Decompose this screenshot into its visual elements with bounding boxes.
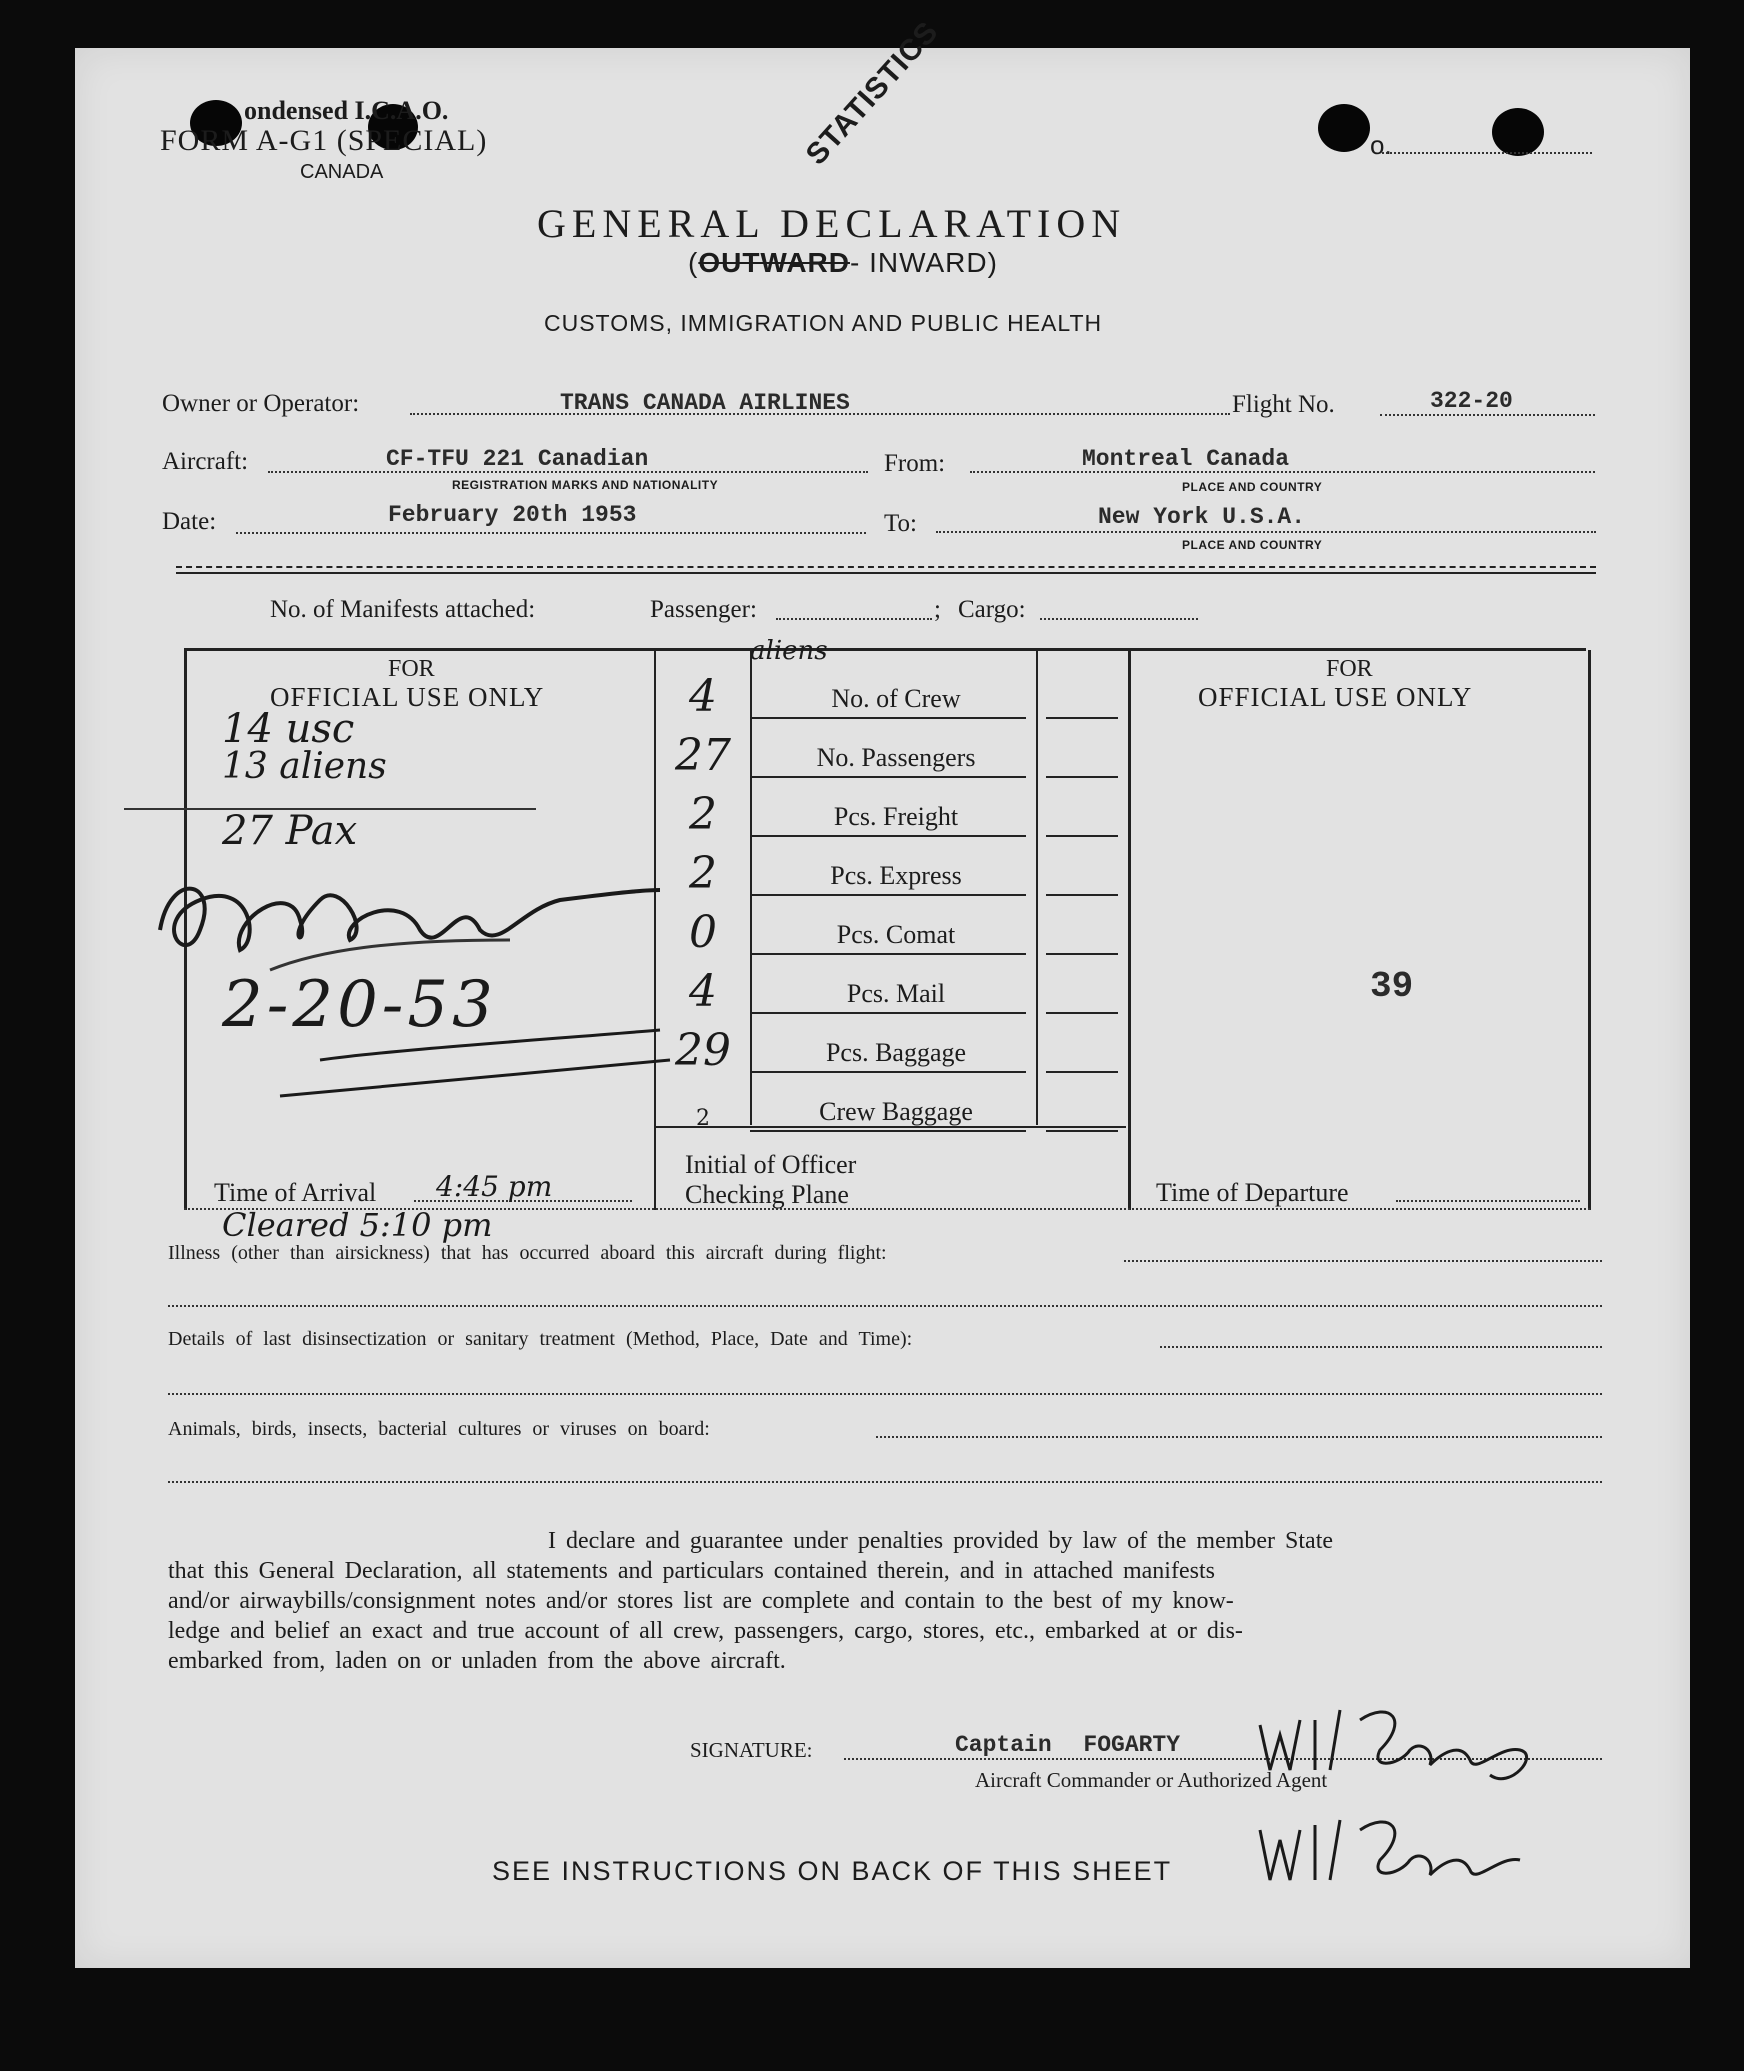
left-official-header-2: OFFICIAL USE ONLY xyxy=(270,682,545,712)
owner-label: Owner or Operator: xyxy=(162,390,360,417)
animals-line xyxy=(168,1481,1602,1483)
official-signature-scribble xyxy=(140,860,680,1120)
form-country: CANADA xyxy=(300,161,384,183)
manifest-passenger-label: Passenger: xyxy=(650,596,757,623)
row-label: No. Passengers xyxy=(816,743,976,772)
flight-value: 322-20 xyxy=(1430,388,1513,414)
disinsect-line xyxy=(1160,1346,1602,1348)
departure-line xyxy=(1396,1200,1580,1202)
row-rule xyxy=(1046,953,1118,955)
declaration-line: and/or airwaybills/consignment notes and/or stores list are complete and contain to the best of my know- xyxy=(168,1588,1234,1614)
row-rule xyxy=(1046,894,1118,896)
row-rule xyxy=(1046,835,1118,837)
form-number-line xyxy=(1382,152,1592,154)
handwritten-note: 13 aliens xyxy=(222,746,387,787)
punch-hole xyxy=(1318,104,1370,152)
table-count-bottom-rule xyxy=(656,1126,1126,1128)
direction-struck: OUTWARD xyxy=(698,247,850,278)
instructions-footer: SEE INSTRUCTIONS ON BACK OF THIS SHEET xyxy=(492,1856,1173,1886)
row-label: Pcs. Baggage xyxy=(825,1038,967,1067)
row-count-value: 27 xyxy=(675,730,731,781)
row-rule xyxy=(750,894,1026,896)
officer-label-2: Checking Plane xyxy=(685,1180,849,1209)
declaration-line: ledge and belief an exact and true account of all crew, passengers, cargo, stores, etc., embarked at or dis- xyxy=(168,1618,1243,1644)
row-count-value: 2 xyxy=(689,848,717,899)
row-rule xyxy=(750,1130,1026,1132)
owner-value: TRANS CANADA AIRLINES xyxy=(560,390,850,416)
declaration-line: embarked from, laden on or unladen from the above aircraft. xyxy=(168,1648,786,1674)
punch-hole xyxy=(1492,108,1544,156)
disinsect-question: Details of last disinsectization or sanitary treatment (Method, Place, Date and Time): xyxy=(168,1328,913,1350)
row-rule xyxy=(1046,1012,1118,1014)
separator-rule xyxy=(176,566,1596,568)
row-rule xyxy=(750,1071,1026,1073)
handwritten-note: 27 Pax xyxy=(222,808,358,854)
direction-open: ( xyxy=(688,247,699,278)
officer-label-1: Initial of Officer xyxy=(685,1150,857,1179)
handwritten-note: 14 usc xyxy=(222,706,355,752)
aircraft-label: Aircraft: xyxy=(162,448,249,475)
row-label: Pcs. Mail xyxy=(846,979,946,1008)
row-label: Pcs. Freight xyxy=(833,802,959,831)
disinsect-line xyxy=(168,1393,1602,1395)
form-code-line1: ondensed I.C.A.O. xyxy=(244,96,449,125)
table-divider xyxy=(750,650,752,1125)
page-title: GENERAL DECLARATION xyxy=(537,201,1127,246)
flight-line xyxy=(1380,414,1595,416)
manifests-label: No. of Manifests attached: xyxy=(270,596,536,623)
flight-label: Flight No. xyxy=(1232,391,1335,418)
row-label: Pcs. Comat xyxy=(836,920,956,949)
row-count-value: 29 xyxy=(675,1025,731,1076)
to-label: To: xyxy=(884,510,917,537)
row-rule xyxy=(750,776,1026,778)
signature-caption: Aircraft Commander or Authorized Agent xyxy=(975,1768,1328,1792)
left-official-header-1: FOR xyxy=(388,656,435,682)
row-rule xyxy=(1046,1071,1118,1073)
row-label: Pcs. Express xyxy=(830,861,962,890)
illness-question: Illness (other than airsickness) that has occurred aboard this aircraft during flight: xyxy=(168,1242,887,1264)
row-rule xyxy=(1046,776,1118,778)
illness-line xyxy=(1124,1260,1602,1262)
row-count-value: 4 xyxy=(689,966,717,1017)
official-number: 39 xyxy=(1370,966,1414,1007)
subtitle: CUSTOMS, IMMIGRATION AND PUBLIC HEALTH xyxy=(544,310,1103,336)
row-label: Crew Baggage xyxy=(819,1097,973,1126)
row-rule xyxy=(750,953,1026,955)
to-value: New York U.S.A. xyxy=(1098,504,1306,530)
to-caption: PLACE AND COUNTRY xyxy=(1182,538,1323,552)
handwritten-date: 2-20-53 xyxy=(222,968,497,1042)
form-code-line2: FORM A-G1 (SPECIAL) xyxy=(160,124,488,157)
captain-signature xyxy=(1220,1680,1550,1890)
statistics-stamp: STATISTICS xyxy=(799,15,946,172)
row-rule xyxy=(750,1012,1026,1014)
manifest-cargo-label: Cargo: xyxy=(958,596,1026,623)
date-value: February 20th 1953 xyxy=(388,502,637,528)
row-rule xyxy=(1046,1130,1118,1132)
cleared-note: Cleared 5:10 pm xyxy=(222,1206,493,1244)
to-line xyxy=(936,531,1596,533)
declaration-line: that this General Declaration, all statements and particulars contained therein, and in attached manifests xyxy=(168,1558,1215,1584)
form-number-label: o. xyxy=(1370,130,1392,160)
direction-rest: - INWARD) xyxy=(849,247,998,278)
aircraft-value: CF-TFU 221 Canadian xyxy=(386,446,649,472)
illness-line xyxy=(168,1305,1602,1307)
date-line xyxy=(236,532,866,534)
aircraft-caption: REGISTRATION MARKS AND NATIONALITY xyxy=(452,478,719,492)
right-official-header-2: OFFICIAL USE ONLY xyxy=(1198,682,1473,712)
row-count-value: 4 xyxy=(689,671,717,722)
right-official-header-1: FOR xyxy=(1326,656,1373,682)
row-count-value: 2 xyxy=(689,789,717,840)
from-value: Montreal Canada xyxy=(1082,446,1290,472)
manifest-passenger-line xyxy=(776,618,932,620)
row-rule xyxy=(750,835,1026,837)
animals-question: Animals, birds, insects, bacterial cultures or viruses on board: xyxy=(168,1418,710,1440)
declaration-line: I declare and guarantee under penalties provided by law of the member State xyxy=(548,1528,1334,1554)
manifest-cargo-line xyxy=(1040,618,1198,620)
animals-line xyxy=(876,1436,1602,1438)
signature-typed-name: Captain FOGARTY xyxy=(955,1732,1181,1758)
row-rule xyxy=(1046,717,1118,719)
manifest-separator: ; xyxy=(934,596,941,623)
from-caption: PLACE AND COUNTRY xyxy=(1182,480,1323,494)
row-rule xyxy=(750,717,1026,719)
arrival-value: 4:45 pm xyxy=(436,1170,553,1203)
row-label: No. of Crew xyxy=(831,684,961,713)
departure-label: Time of Departure xyxy=(1156,1178,1349,1207)
table-top-border xyxy=(184,648,1586,651)
separator-rule xyxy=(176,572,1596,574)
signature-label: SIGNATURE: xyxy=(690,1738,813,1762)
row-count-value: 0 xyxy=(689,907,717,958)
table-divider xyxy=(1036,650,1038,1125)
table-right-border xyxy=(1588,650,1591,1210)
date-label: Date: xyxy=(162,508,217,535)
from-label: From: xyxy=(884,450,946,477)
direction-line xyxy=(688,247,998,279)
table-divider xyxy=(1128,650,1131,1210)
arrival-label: Time of Arrival xyxy=(214,1178,377,1207)
handwritten-note-top: aliens xyxy=(750,636,828,666)
row-count-value: 2 xyxy=(696,1106,710,1131)
